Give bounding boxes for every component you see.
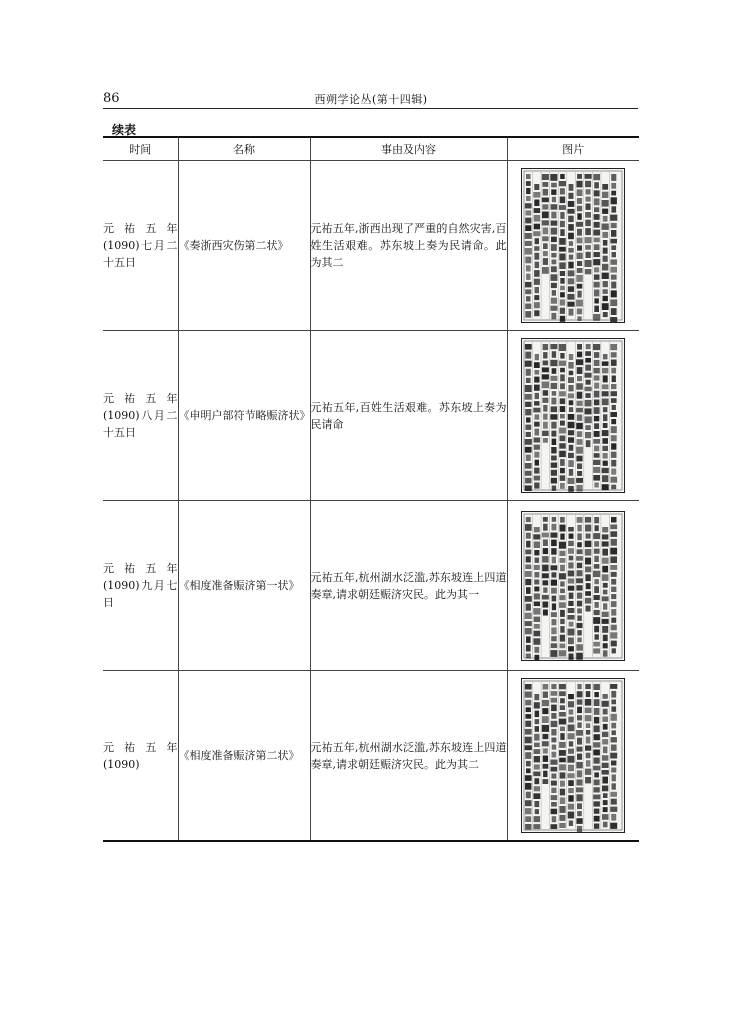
time-cell: 元 祐 五 年(1090) [103,671,178,842]
column-header-name: 名称 [178,137,310,161]
running-title: 西朔学论丛(第十四辑) [314,93,428,106]
manuscript-image [521,168,625,323]
header-rule [103,108,638,109]
manuscript-image [521,678,625,833]
table-row [103,671,639,842]
name-cell: 《申明户部符节略赈济状》 [178,331,310,501]
table-header-row [103,137,639,161]
manuscript-image [521,511,625,661]
table-continued-label: 续表 [112,123,137,137]
table-row [103,161,639,331]
column-header-time: 时间 [103,137,178,161]
time-cell: 元 祐 五 年(1090)八月二十五日 [103,331,178,501]
manuscript-image [521,338,625,493]
image-cell [507,331,639,501]
image-cell [507,671,639,842]
name-cell: 《相度准备赈济第二状》 [178,671,310,842]
image-cell [507,161,639,331]
content-cell: 元祐五年,浙西出现了严重的自然灾害,百姓生活艰难。苏东坡上奏为民请命。此为其二 [310,161,507,331]
name-cell: 《奏浙西灾伤第二状》 [178,161,310,331]
image-cell [507,501,639,671]
time-cell: 元 祐 五 年(1090)九月七日 [103,501,178,671]
content-cell: 元祐五年,杭州湖水泛滥,苏东坡连上四道奏章,请求朝廷赈济灾民。此为其一 [310,501,507,671]
time-cell: 元 祐 五 年(1090)七月二十五日 [103,161,178,331]
content-cell: 元祐五年,杭州湖水泛滥,苏东坡连上四道奏章,请求朝廷赈济灾民。此为其二 [310,671,507,842]
memorials-table [103,136,639,842]
column-header-image: 图片 [507,137,639,161]
column-header-content: 事由及内容 [310,137,507,161]
page-number: 86 [103,91,120,106]
name-cell: 《相度准备赈济第一状》 [178,501,310,671]
content-cell: 元祐五年,百姓生活艰难。苏东坡上奏为民请命 [310,331,507,501]
table-row [103,331,639,501]
table-row [103,501,639,671]
